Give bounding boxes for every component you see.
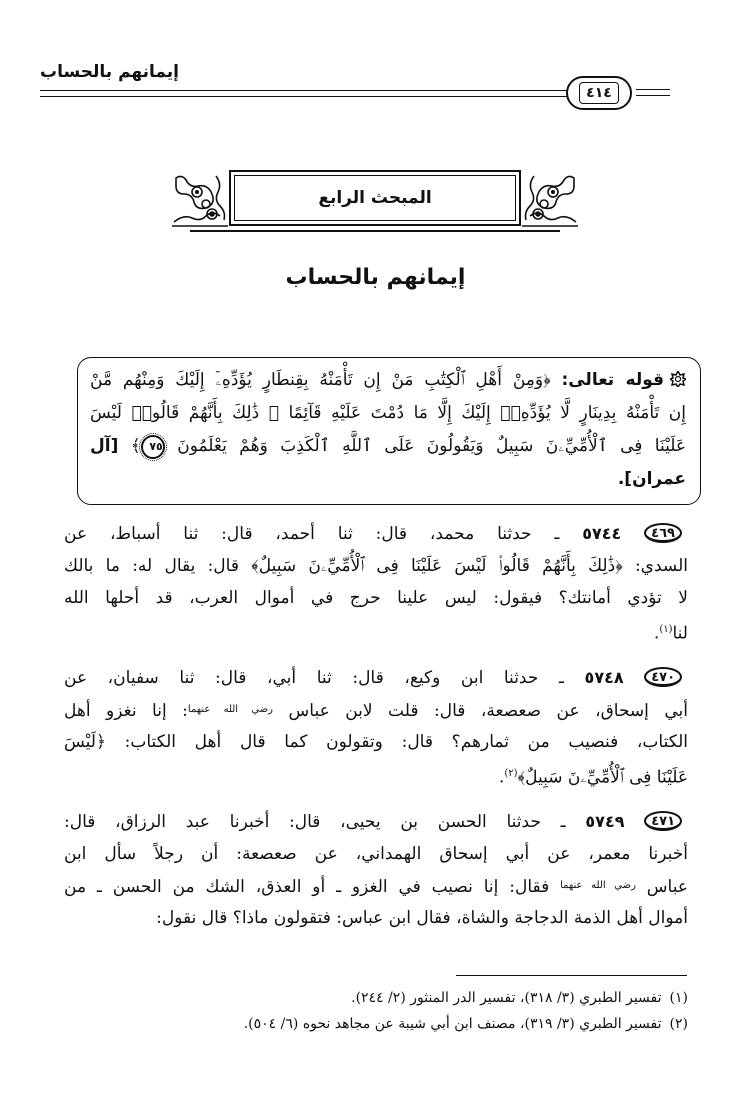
footnote-separator: [456, 975, 687, 976]
section-label: المبحث الرابع: [234, 175, 516, 221]
punctuation: .: [498, 767, 505, 788]
narration: [64, 662, 688, 790]
narration-text: الكتاب، فنصيب من ثمارهم؟ قال: وتقولون كما قال أهل الكتاب: ﴿لَيْسَ: [64, 732, 688, 752]
narration-text: ـ حدثنا ابن وكيع، قال: ثنا أبي، قال: ثنا سفيان، عن: [64, 668, 564, 688]
narration-text: أخبرنا معمر، عن أبي إسحاق الهمداني، عن صعصعة: أن رجلاً سأل ابن: [64, 844, 688, 864]
header-rule-right: [636, 89, 670, 90]
verse-line: [90, 397, 686, 430]
section-label-frame: [229, 170, 521, 226]
verse-text: ﴿وَمِنْ أَهْلِ ٱلْكِتَٰبِ مَنْ إِن تَأْمَنْهُ بِقِنطَارٍ يُؤَدِّهِۦٓ إِلَيْكَ وَمِنْهُم مَّنْ: [90, 370, 551, 390]
narration-line: [64, 902, 688, 934]
narration-line: [64, 662, 688, 694]
narration-text: : إنا نغزو أهل: [64, 701, 188, 721]
verse-line: [90, 463, 686, 496]
narration: [64, 518, 688, 646]
narration-line: [64, 870, 688, 902]
citation-end: عمران].: [617, 469, 686, 489]
verse-close: ﴾: [130, 436, 141, 456]
punctuation: .: [653, 623, 660, 644]
narration-line: [64, 726, 688, 758]
narration-line: [64, 758, 688, 790]
narration-line: [64, 550, 688, 582]
narration-text: لنا: [672, 623, 688, 644]
footnote: [64, 1011, 688, 1037]
running-title: إيمانهم بالحساب: [40, 62, 180, 82]
narration-text: عَلَيْنَا فِى ٱلْأُمِّيِّۦنَ سَبِيلٌ﴾: [517, 767, 688, 788]
narration-text: أموال أهل الذمة الدجاجة والشاة، فقال ابن عباس: فتقولون ماذا؟ قال نقول:: [156, 908, 688, 928]
footnote-ref[interactable]: (١): [659, 624, 673, 635]
narration-badge: ٤٧١: [644, 811, 682, 831]
hadith-number: ٥٧٤٨: [584, 668, 624, 687]
narration-text: ـ حدثنا محمد، قال: ثنا أحمد، قال: ثنا أسباط، عن: [64, 524, 560, 544]
footnote-ref[interactable]: (٢): [504, 768, 518, 779]
narration-text: أبي إسحاق، عن صعصعة، قال: قلت لابن عباس: [288, 701, 689, 721]
floral-ornament-icon: [522, 170, 578, 228]
verse-line: [90, 430, 686, 463]
header-rule-right: [636, 95, 670, 96]
narration-text: السدي: ﴿ذَٰلِكَ بِأَنَّهُمْ قَالُوا۟ لَيْسَ عَلَيْنَا فِى ٱلْأُمِّيِّۦنَ سَبِيلٌ﴾ قال: يقال له: ما بالك: [64, 556, 688, 576]
hadith-number: ٥٧٤٩: [585, 812, 625, 831]
footnote-number: (١): [669, 990, 688, 1006]
narration-text: عباس: [646, 877, 689, 897]
narration-text: ـ حدثنا الحسن بن يحيى، قال: أخبرنا عبد الرزاق، قال:: [64, 812, 566, 832]
page-number-badge: [566, 76, 632, 110]
footnote-number: (٢): [669, 1016, 688, 1032]
honorific-icon: رضي الله عنهما: [187, 704, 274, 715]
chapter-title: إيمانهم بالحساب: [285, 265, 466, 290]
narration-line: [64, 838, 688, 870]
narration-line: [64, 806, 688, 838]
citation-start: [آل: [90, 436, 119, 456]
narration: [64, 806, 688, 934]
ayah-number-icon: ٧٥: [141, 435, 165, 459]
header-rule: [40, 90, 585, 91]
narration-line: [64, 694, 688, 726]
floral-ornament-icon: [172, 170, 228, 228]
header-rule: [40, 96, 585, 97]
footnote-text: تفسير الطبري (٣/ ٣١٨)، تفسير الدر المنثور (٢/ ٢٤٤).: [351, 990, 662, 1006]
narration-line: [64, 614, 688, 646]
narration-line: [64, 582, 688, 614]
verse-box: [77, 357, 701, 505]
narration-text: فقال: إنا نصيب في الغزو ـ أو العذق، الشك من الحسن ـ من: [64, 877, 550, 897]
star-icon: [670, 371, 686, 387]
narration-line: [64, 518, 688, 550]
verse-line: [90, 364, 686, 397]
verse-lead: قوله تعالى:: [561, 370, 664, 390]
verse-text: عَلَيْنَا فِى ٱلْأُمِّيِّۦنَ سَبِيلٌ وَيَقُولُونَ عَلَى ٱللَّهِ ٱلْكَذِبَ وَهُمْ يَعْلَمُونَ: [177, 436, 687, 456]
banner-base-rule: [190, 230, 560, 232]
footnote-text: تفسير الطبري (٣/ ٣١٩)، مصنف ابن أبي شيبة عن مجاهد نحوه (٦/ ٥٠٤).: [243, 1016, 662, 1032]
footnotes: [64, 985, 688, 1037]
verse-text: إِن تَأْمَنْهُ بِدِينَارٍ لَّا يُؤَدِّهِۦٓ إِلَيْكَ إِلَّا مَا دُمْتَ عَلَيْهِ قَآئِمًا ۗ ذَٰلِكَ بِأَنَّهُمْ قَالُوا۟ لَيْسَ: [90, 403, 686, 423]
page-number: ٤١٤: [579, 82, 619, 104]
narration-text: لا تؤدي أمانتك؟ فيقول: ليس علينا حرج في أموال العرب، قد أحلها الله: [64, 588, 688, 608]
footnote: [64, 985, 688, 1011]
hadith-number: ٥٧٤٤: [582, 524, 622, 543]
narration-badge: ٤٦٩: [644, 523, 682, 543]
narration-badge: ٤٧٠: [644, 667, 682, 687]
honorific-icon: رضي الله عنهما: [560, 880, 636, 891]
section-banner: [170, 168, 580, 232]
